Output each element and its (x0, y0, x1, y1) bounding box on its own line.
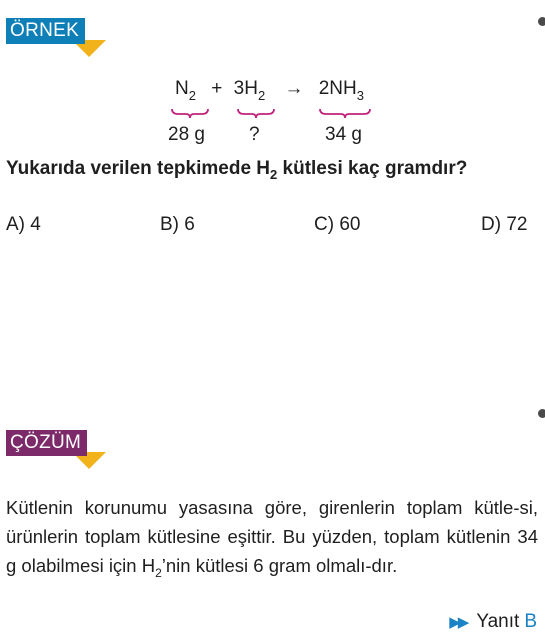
equation (175, 78, 364, 103)
reaction-arrow: → (284, 78, 304, 99)
margin-dot (538, 17, 545, 26)
h2-underbrace (236, 107, 276, 119)
h2-mass: ? (249, 124, 260, 145)
n2-underbrace (170, 107, 210, 119)
double-play-arrow-icon: ▶▶ (449, 614, 467, 631)
option-c[interactable]: C) 60 (314, 214, 361, 235)
solution-text: Kütlenin korunumu yasasına göre, girenlerin toplam kütle-si, ürünlerin toplam kütlesine eşittir. Bu yüzden, toplam kütlenin 34 g olabilmesi için $H_2’nin$ kütlesi 6 gram olmalı-dır. (6, 497, 538, 580)
question-text: Yukarıda verilen tepkimede $H_2$ kütlesi kaç gramdır? (6, 158, 468, 182)
plus-sign: + (211, 78, 223, 99)
n2-mass: 28 g (168, 124, 205, 145)
option-d[interactable]: D) 72 (481, 214, 528, 235)
n2-formula: $N_2$ (175, 78, 196, 103)
answer-key: B (524, 611, 537, 632)
nh3-mass: 34 g (325, 124, 362, 145)
nh3-formula: $2NH_3$ (318, 78, 364, 103)
answer (449, 611, 537, 633)
solution-badge-label: ÇÖZÜM (6, 430, 87, 456)
h2-formula: $3H_2$ (233, 78, 266, 103)
option-a[interactable]: A) 4 (6, 214, 41, 235)
answer-label: Yanıt (476, 611, 520, 632)
margin-dot (538, 409, 545, 418)
option-b[interactable]: B) 6 (160, 214, 195, 235)
example-badge-label: ÖRNEK (6, 18, 85, 44)
nh3-underbrace (318, 107, 372, 119)
